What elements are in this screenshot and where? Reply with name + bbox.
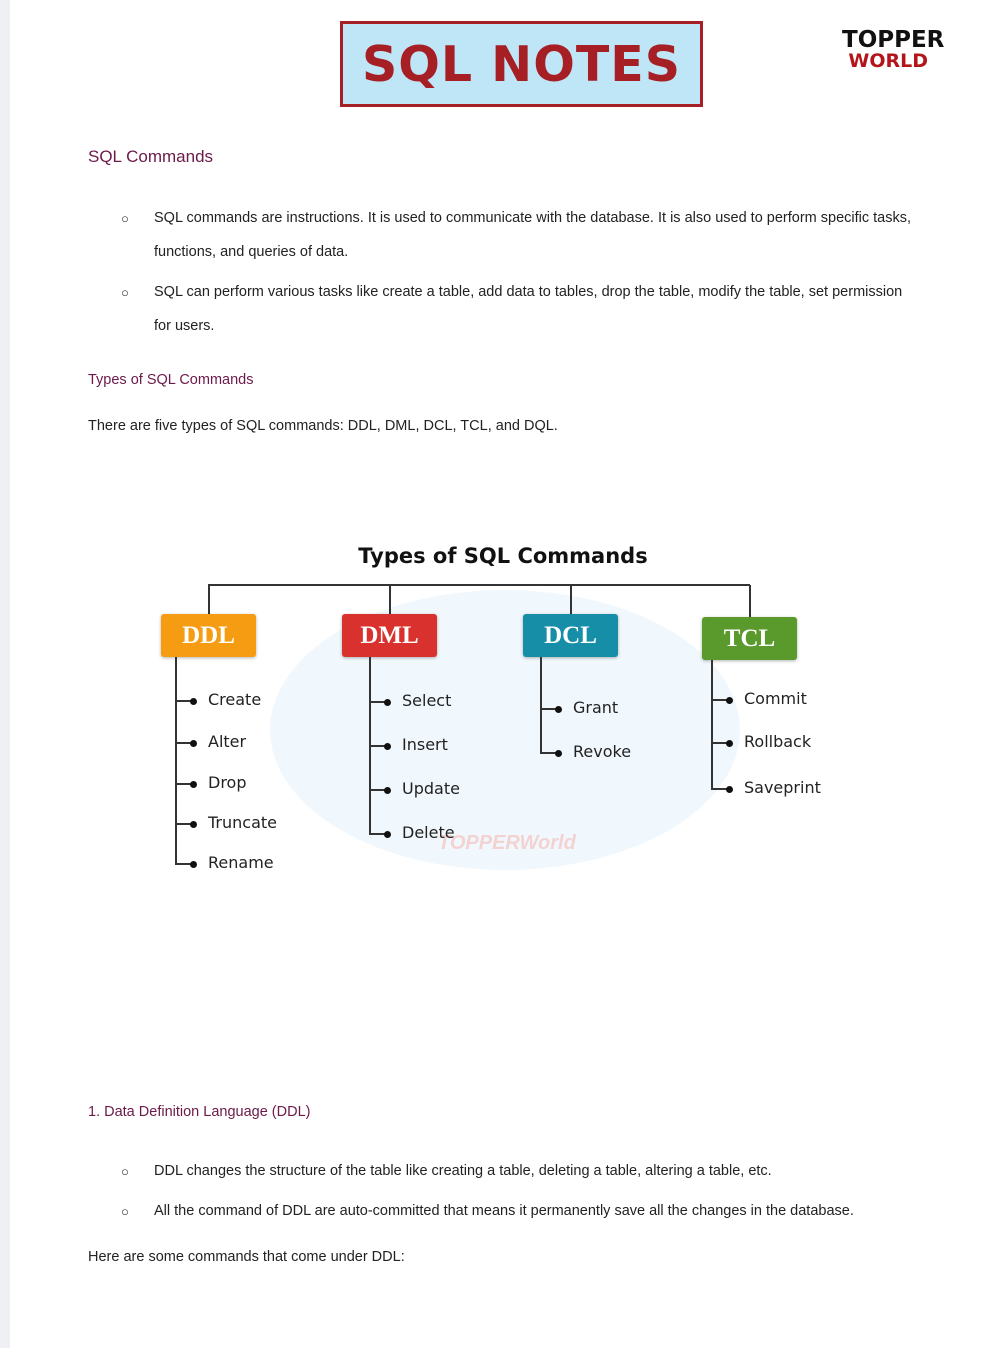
bullet-dot-icon [190,821,197,828]
bullet-icon: ○ [121,285,129,300]
diagram-title: Types of SQL Commands [358,544,648,568]
paragraph: There are five types of SQL commands: DDL, DML, DCL, TCL, and DQL. [88,418,558,434]
connector-line [369,789,385,791]
connector-line [369,833,385,835]
connector-line [208,584,750,586]
connector-line [711,742,727,744]
connector-line [175,823,191,825]
bullet-dot-icon [726,740,733,747]
connector-line [175,783,191,785]
paragraph: DDL changes the structure of the table like creating a table, deleting a table, altering a table, etc. [154,1163,772,1179]
section-heading: 1. Data Definition Language (DDL) [88,1104,311,1120]
title-banner [340,21,703,107]
command-item: Saveprint [744,778,821,797]
command-item: Insert [402,735,448,754]
bullet-dot-icon [384,743,391,750]
watermark-graphic [270,590,740,870]
command-item: Truncate [208,813,277,832]
command-item: Alter [208,732,247,751]
ddl-box: DDL [161,614,256,657]
connector-line [175,742,191,744]
bullet-icon: ○ [121,1204,129,1219]
dcl-box: DCL [523,614,618,657]
connector-line [540,752,556,754]
command-item: Delete [402,823,455,842]
connector-line [389,585,391,614]
connector-line [570,585,572,614]
bullet-icon: ○ [121,1164,129,1179]
logo-line2: WORLD [848,50,928,72]
left-margin-strip [0,0,10,1348]
command-item: Rollback [744,732,812,751]
connector-line [749,585,751,617]
bullet-dot-icon [726,786,733,793]
paragraph: functions, and queries of data. [154,244,349,260]
bullet-dot-icon [555,750,562,757]
bullet-dot-icon [384,787,391,794]
page-title: SQL NOTES [361,35,682,93]
command-item: Revoke [573,742,632,761]
command-item: Rename [208,853,274,872]
dml-box: DML [342,614,437,657]
connector-line [711,699,727,701]
bullet-dot-icon [384,831,391,838]
connector-line [175,863,191,865]
bullet-dot-icon [190,781,197,788]
topperworld-logo [842,27,945,72]
connector-line [175,657,177,864]
connector-line [540,657,542,753]
logo-line1: TOPPER [842,27,945,53]
tcl-box: TCL [702,617,797,660]
paragraph: All the command of DDL are auto-committed that means it permanently save all the changes in the database. [154,1203,854,1219]
bullet-dot-icon [726,697,733,704]
command-item: Update [402,779,460,798]
command-item: Commit [744,689,807,708]
section-heading: Types of SQL Commands [88,372,254,388]
connector-line [369,745,385,747]
connector-line [711,788,727,790]
bullet-dot-icon [190,740,197,747]
connector-line [369,701,385,703]
paragraph: Here are some commands that come under DDL: [88,1249,405,1265]
command-item: Create [208,690,262,709]
paragraph: SQL commands are instructions. It is used to communicate with the database. It is also used to perform specific tasks, [154,210,912,226]
bullet-icon: ○ [121,211,129,226]
paragraph: SQL can perform various tasks like create a table, add data to tables, drop the table, modify the table, set permission [154,284,903,300]
bullet-dot-icon [384,699,391,706]
connector-line [208,585,210,614]
watermark-text: TOPPERWorld [438,832,576,854]
bullet-dot-icon [190,861,197,868]
bullet-dot-icon [555,706,562,713]
connector-line [711,660,713,789]
connector-line [175,700,191,702]
command-item: Grant [573,698,619,717]
section-heading: SQL Commands [88,147,214,166]
paragraph: for users. [154,318,215,334]
command-item: Select [402,691,452,710]
connector-line [540,708,556,710]
command-item: Drop [208,773,247,792]
bullet-dot-icon [190,698,197,705]
